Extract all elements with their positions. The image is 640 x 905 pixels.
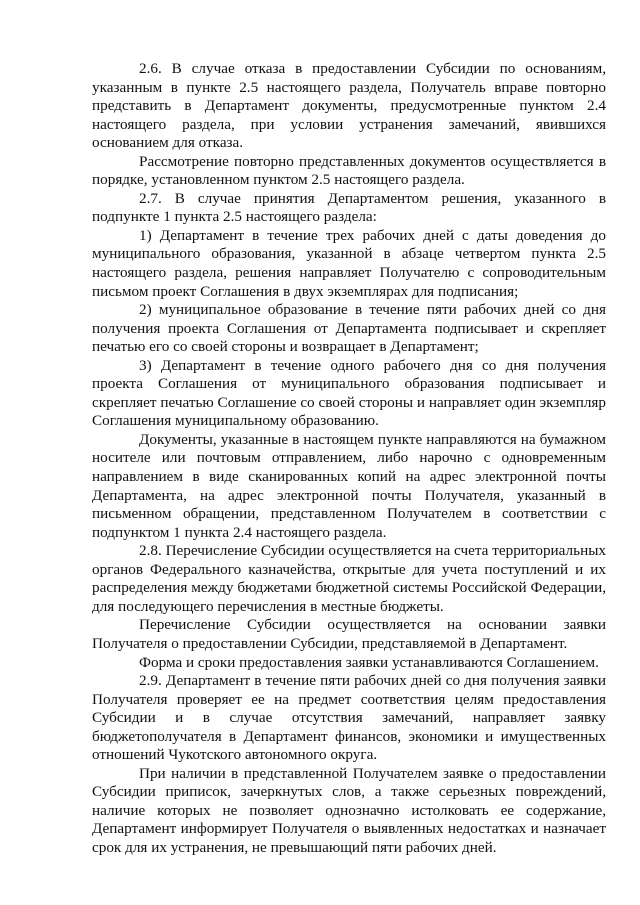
paragraph-2-7: 2.7. В случае принятия Департаментом решения, указанного в подпункте 1 пункта 2.5 настоящего раздела: bbox=[92, 189, 606, 226]
paragraph-2-8: 2.8. Перечисление Субсидии осуществляется на счета территориальных органов Федерального казначейства, открытые для учета поступлений и их распределения между бюджетами бюджетной системы Российской Федерации, для последующего перечисления в местные бюджеты. bbox=[92, 542, 606, 615]
paragraph-2-7-item-1: 1) Департамент в течение трех рабочих дней с даты доведения до муниципального образования, указанной в абзаце четвертом пункта 2.5 настоящего раздела, решения направляет Получателю с сопроводительным письмом проект Соглашения в двух экземплярах для подписания; bbox=[92, 226, 606, 300]
paragraph-document-delivery: Документы, указанные в настоящем пункте направляются на бумажном носителе или почтовым отправлением, либо нарочно с одновременным направлением в виде сканированных копий на адрес электронной почты Департамента, на адрес электронной почты Получателя, указанный в письменном обращении, представленном Получателем в соответствии с подпунктом 1 пункта 2.4 настоящего раздела. bbox=[92, 430, 606, 541]
paragraph-application-form: Форма и сроки предоставления заявки устанавливаются Соглашением. bbox=[139, 653, 599, 671]
paragraph-2-7-item-2: 2) муниципальное образование в течение пяти рабочих дней со дня получения проекта Соглашения от Департамента подписывает и скрепляет печатью его со своей стороны и возвращает в Департамент; bbox=[92, 301, 606, 356]
paragraph-2-7-item-3: 3) Департамент в течение одного рабочего дня со дня получения проекта Соглашения от муниципального образования подписывает и скрепляет печатью Соглашение со своей стороны и направляет один экземпляр Соглашения муниципальному образованию. bbox=[92, 356, 606, 430]
paragraph-2-6: 2.6. В случае отказа в предоставлении Субсидии по основаниям, указанным в пункте 2.5 настоящего раздела, Получатель вправе повторно представить в Департамент документы, предусмотренные пунктом 2.4 настоящего раздела, при условии устранения замечаний, явившихся основанием для отказа. bbox=[92, 60, 606, 152]
paragraph-defects-notice: При наличии в представленной Получателем заявке о предоставлении Субсидии приписок, зачеркнутых слов, а также серьезных повреждений, наличие которых не позволяет однозначно истолковать ее содержание, Департамент информирует Получателя о выявленных недостатках и назначает срок для их устранения, не превышающий пяти рабочих дней. bbox=[92, 764, 606, 856]
paragraph-transfer-basis: Перечисление Субсидии осуществляется на основании заявки Получателя о предоставлении Субсидии, представляемой в Департамент. bbox=[92, 616, 606, 652]
paragraph-resubmission-review: Рассмотрение повторно представленных документов осуществляется в порядке, установленном пунктом 2.5 настоящего раздела. bbox=[92, 152, 606, 189]
paragraph-2-9: 2.9. Департамент в течение пяти рабочих дней со дня получения заявки Получателя проверяет ее на предмет соответствия целям предоставления Субсидии и в случае отсутствия замечаний, направляет заявку бюджетополучателя в Департамент финансов, экономики и имущественных отношений Чукотского автономного округа. bbox=[92, 672, 606, 764]
